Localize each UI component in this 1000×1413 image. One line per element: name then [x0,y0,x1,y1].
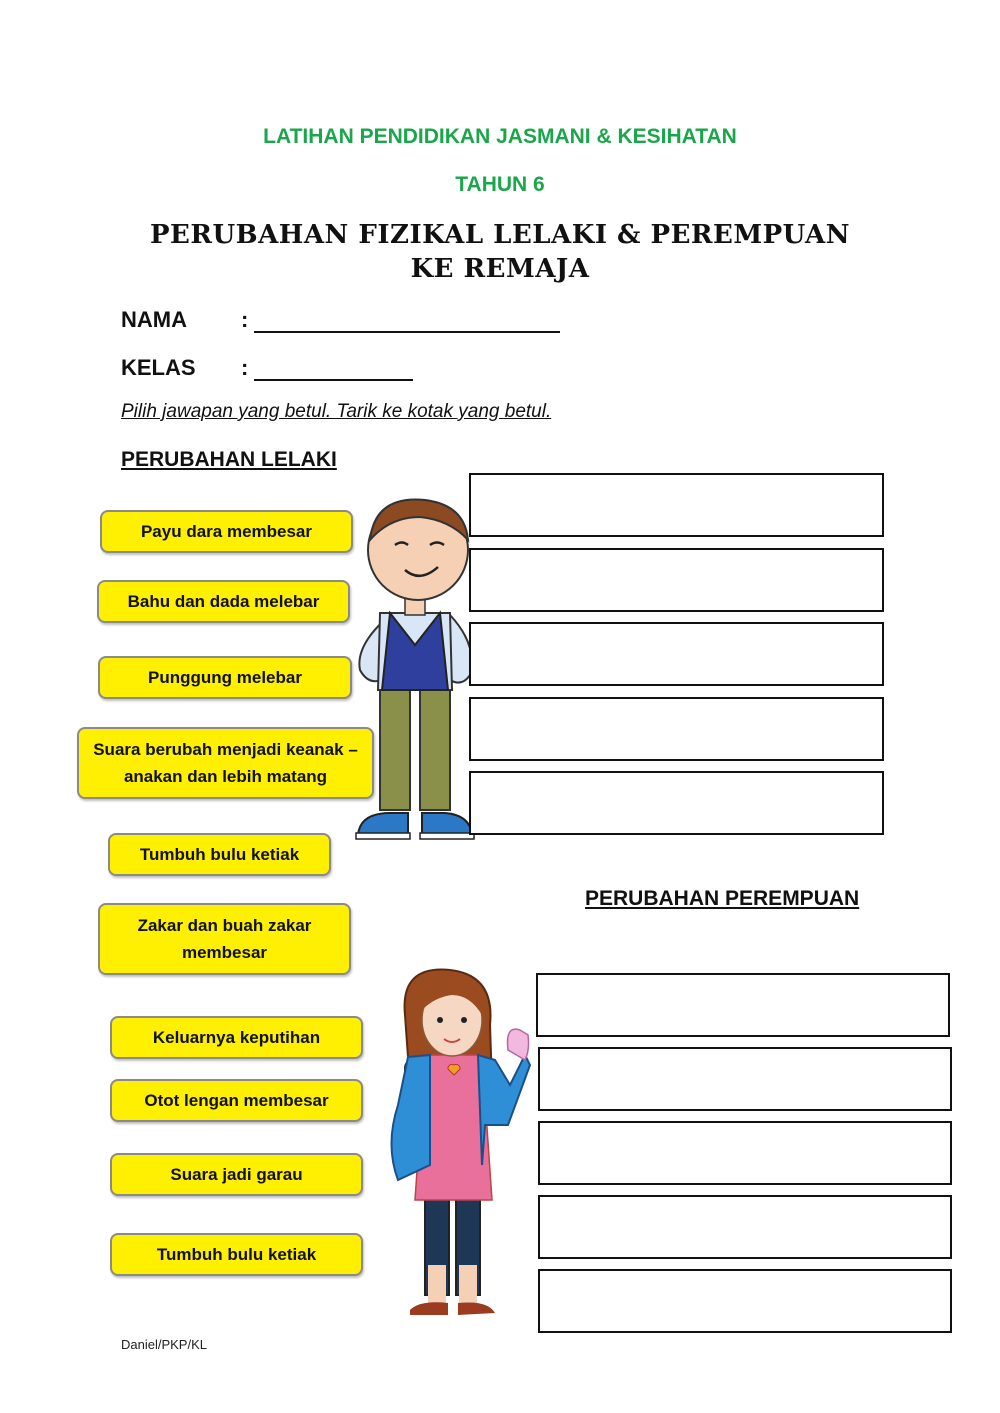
class-field[interactable] [241,355,413,381]
class-label: KELAS [121,355,196,380]
option-otot-lengan-membesar[interactable]: Otot lengan membesar [110,1079,363,1122]
male-drop-box-4[interactable] [469,697,884,761]
name-separator: : [241,307,249,332]
female-drop-box-5[interactable] [538,1269,952,1333]
option-punggung-melebar[interactable]: Punggung melebar [98,656,352,699]
option-keluarnya-keputihan[interactable]: Keluarnya keputihan [110,1016,363,1059]
class-underline[interactable] [254,357,413,381]
female-drop-box-4[interactable] [538,1195,952,1259]
name-underline[interactable] [254,309,560,333]
male-drop-box-1[interactable] [469,473,884,537]
male-drop-box-3[interactable] [469,622,884,686]
option-zakar-membesar[interactable]: Zakar dan buah zakar membesar [98,903,351,975]
male-drop-box-2[interactable] [469,548,884,612]
subject-heading: LATIHAN PENDIDIKAN JASMANI & KESIHATAN [263,125,737,148]
year-heading: TAHUN 6 [455,173,545,196]
class-separator: : [241,355,249,380]
female-drop-box-2[interactable] [538,1047,952,1111]
option-tumbuh-bulu-ketiak-2[interactable]: Tumbuh bulu ketiak [110,1233,363,1276]
option-suara-berubah[interactable]: Suara berubah menjadi keanak – anakan dan lebih matang [77,727,374,799]
section-female-heading: PERUBAHAN PEREMPUAN [585,887,860,910]
footer-credit: Daniel/PKP/KL [121,1337,207,1352]
female-drop-box-3[interactable] [538,1121,952,1185]
page-title: PERUBAHAN FIZIKAL LELAKI & PEREMPUAN KE REMAJA [150,220,850,284]
option-payu-dara-membesar[interactable]: Payu dara membesar [100,510,353,553]
girl-illustration [380,965,535,1335]
male-drop-box-5[interactable] [469,771,884,835]
option-bahu-dan-dada-melebar[interactable]: Bahu dan dada melebar [97,580,350,623]
section-male-heading: PERUBAHAN LELAKI [121,448,337,471]
instruction-text: Pilih jawapan yang betul. Tarik ke kotak yang betul. [121,401,552,422]
female-drop-box-1[interactable] [536,973,950,1037]
option-tumbuh-bulu-ketiak-1[interactable]: Tumbuh bulu ketiak [108,833,331,876]
name-label: NAMA [121,307,187,332]
option-suara-jadi-garau[interactable]: Suara jadi garau [110,1153,363,1196]
name-field[interactable] [241,307,560,333]
